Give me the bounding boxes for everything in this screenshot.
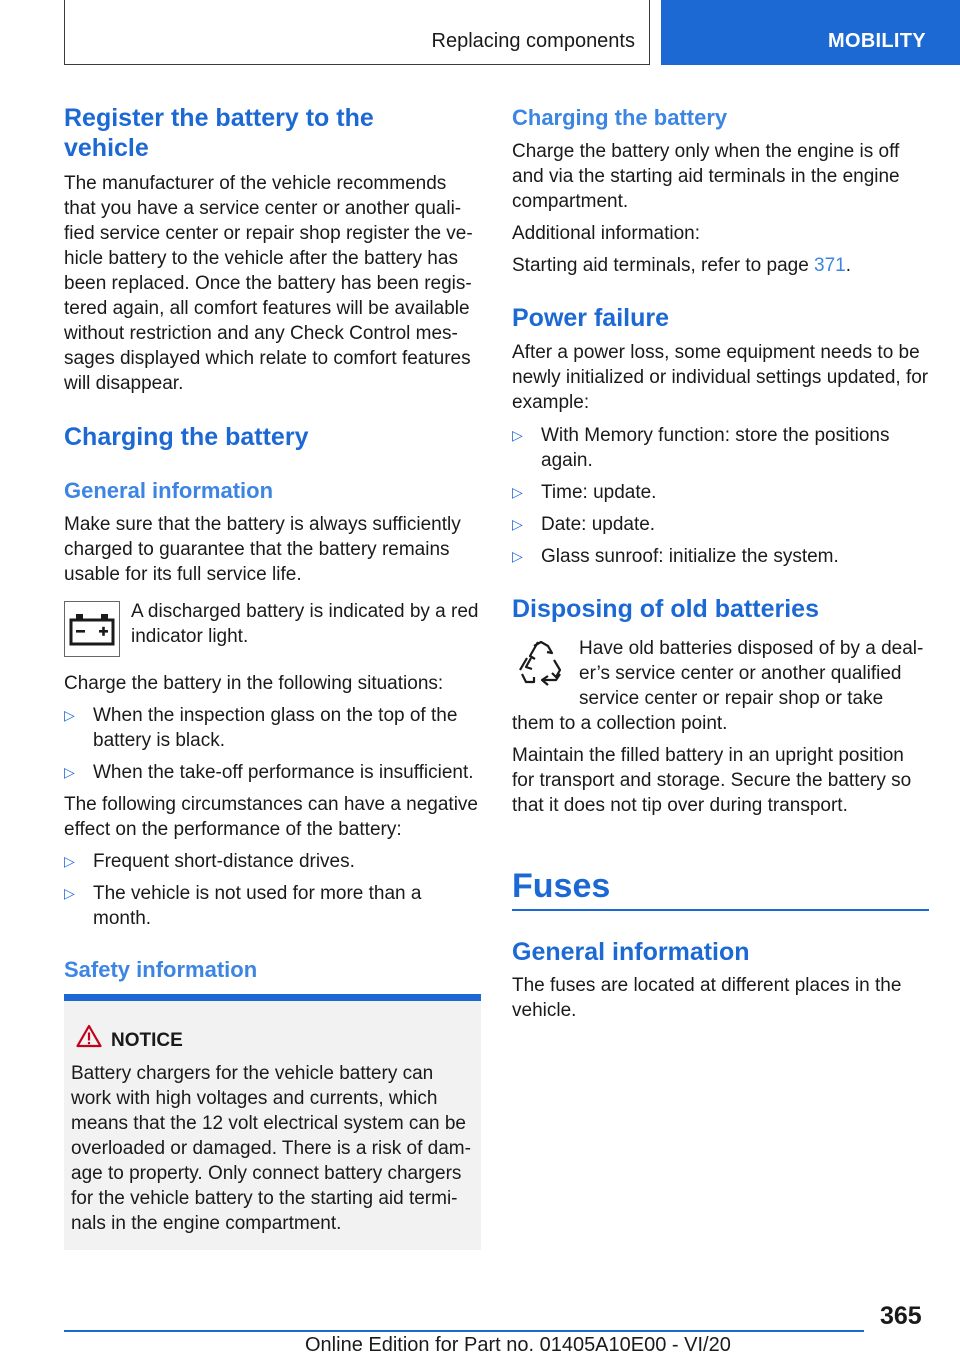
text-line: example: (512, 392, 590, 413)
notice-box (64, 994, 481, 1250)
notice-text (71, 1061, 476, 1236)
list-item (64, 760, 474, 785)
text-line: With Memory function: store the positions (541, 425, 890, 446)
power-failure-heading: Power failure (512, 304, 669, 332)
text-line: nals in the engine compartment. (71, 1213, 342, 1234)
text-line: Frequent short-distance drives. (93, 851, 355, 872)
text-line: that you have a service center or another quali- (64, 198, 462, 219)
recycling-icon (514, 638, 568, 692)
power-failure-paragraph (512, 340, 928, 415)
list-item (512, 423, 889, 473)
text-line: The manufacturer of the vehicle recommends (64, 173, 447, 194)
page-number: 365 (880, 1302, 922, 1330)
text-line: means that the 12 volt electrical system can be (71, 1113, 466, 1134)
indicator-paragraph (131, 599, 491, 649)
text-line: compartment. (512, 191, 629, 212)
text-line: overloaded or damaged. There is a risk of dam- (71, 1138, 471, 1159)
bullet-triangle-icon: ▷ (64, 853, 75, 869)
list-item (512, 480, 656, 505)
right-charging-paragraph (512, 139, 900, 214)
register-heading (64, 103, 374, 163)
text-line: without restriction and any Check Control mes- (64, 323, 458, 344)
text-line: Charge the battery only when the engine is off (512, 141, 900, 162)
bullet-triangle-icon: ▷ (512, 516, 523, 532)
fuses-rule (512, 909, 929, 911)
text-line: battery is black. (93, 730, 225, 751)
text-line: The vehicle is not used for more than a (93, 883, 422, 904)
text-line: month. (93, 908, 152, 929)
footer-edition: Online Edition for Part no. 01405A10E00 - VI/20 (305, 1334, 731, 1356)
text-line: for the vehicle battery to the starting aid termi- (71, 1188, 458, 1209)
reference-end: . (845, 255, 852, 276)
header-chapter-tab (661, 0, 960, 65)
battery-indicator-icon (64, 601, 120, 657)
register-heading-line1: Register the battery to the (64, 104, 374, 132)
text-line: After a power loss, some equipment needs to be (512, 342, 920, 363)
disposing-paragraph-end: them to a collection point. (512, 713, 728, 734)
text-line: again. (541, 450, 593, 471)
bullet-triangle-icon: ▷ (512, 484, 523, 500)
text-line: service center or repair shop or take (579, 688, 884, 709)
general-info-heading: General information (64, 478, 274, 503)
list-item (512, 512, 655, 537)
text-line: fied service center or repair shop register the ve- (64, 223, 473, 244)
text-line: and via the starting aid terminals in the engine (512, 166, 900, 187)
text-line: charged to guarantee that the battery remains (64, 539, 450, 560)
text-line: for transport and storage. Secure the battery so (512, 770, 912, 791)
text-line: Date: update. (541, 514, 656, 535)
register-paragraph (64, 171, 473, 396)
list-item (64, 703, 457, 753)
header-chapter-label: MOBILITY (828, 30, 926, 52)
circumstances-intro (64, 792, 478, 842)
text-line: The following circumstances can have a negative (64, 794, 479, 815)
text-line: usable for its full service life. (64, 564, 302, 585)
disposing-paragraph-wrapped (579, 636, 939, 711)
text-line: A discharged battery is indicated by a red (131, 601, 479, 622)
text-line: sages displayed which relate to comfort features (64, 348, 471, 369)
footer-rule (64, 1330, 864, 1332)
bullet-triangle-icon: ▷ (512, 427, 523, 443)
safety-heading: Safety information (64, 957, 258, 982)
fuses-general-heading: General information (512, 938, 750, 966)
additional-info-label: Additional information: (512, 223, 700, 244)
text-line: indicator light. (131, 626, 249, 647)
text-line: er’s service center or another qualified (579, 663, 902, 684)
text-line: Time: update. (541, 482, 657, 503)
text-line: Battery chargers for the vehicle battery can (71, 1063, 434, 1084)
text-line: age to property. Only connect battery chargers (71, 1163, 462, 1184)
register-heading-line2: vehicle (64, 134, 149, 162)
text-line: Have old batteries disposed of by a deal- (579, 638, 924, 659)
bullet-triangle-icon: ▷ (64, 707, 75, 723)
header-frame (64, 0, 650, 65)
text-line: will disappear. (64, 373, 184, 394)
text-line: When the take-off performance is insufficient. (93, 762, 474, 783)
notice-title: NOTICE (111, 1030, 183, 1051)
general-info-paragraph (64, 512, 461, 587)
text-line: hicle battery to the vehicle after the battery has (64, 248, 458, 269)
warning-triangle-icon (76, 1024, 102, 1048)
text-line: The fuses are located at different places in the (512, 975, 902, 996)
text-line: that it does not tip over during transport. (512, 795, 848, 816)
text-line: When the inspection glass on the top of the (93, 705, 458, 726)
text-line: Make sure that the battery is always sufficiently (64, 514, 461, 535)
page-reference (512, 253, 851, 278)
bullet-triangle-icon: ▷ (64, 885, 75, 901)
fuses-heading: Fuses (512, 867, 611, 905)
reference-text: Starting aid terminals, refer to page (512, 255, 815, 276)
text-line: Maintain the filled battery in an upright position (512, 745, 904, 766)
text-line: been replaced. Once the battery has been regis- (64, 273, 472, 294)
list-item (512, 544, 839, 569)
list-item (64, 881, 421, 931)
bullet-triangle-icon: ▷ (64, 764, 75, 780)
maintain-paragraph (512, 743, 911, 818)
text-line: effect on the performance of the battery: (64, 819, 402, 840)
list-item (64, 849, 355, 874)
text-line: Glass sunroof: initialize the system. (541, 546, 839, 567)
page-reference-link[interactable]: 371 (814, 255, 846, 276)
text-line: newly initialized or individual settings updated, for (512, 367, 929, 388)
charging-heading: Charging the battery (64, 423, 309, 451)
right-charging-heading: Charging the battery (512, 105, 728, 130)
text-line: vehicle. (512, 1000, 577, 1021)
header-section-title: Replacing components (431, 30, 635, 52)
bullet-triangle-icon: ▷ (512, 548, 523, 564)
text-line: tered again, all comfort features will be available (64, 298, 470, 319)
disposing-heading: Disposing of old batteries (512, 595, 819, 623)
text-line: work with high voltages and currents, which (71, 1088, 438, 1109)
situations-intro: Charge the battery in the following situations: (64, 673, 444, 694)
fuses-paragraph (512, 973, 901, 1023)
